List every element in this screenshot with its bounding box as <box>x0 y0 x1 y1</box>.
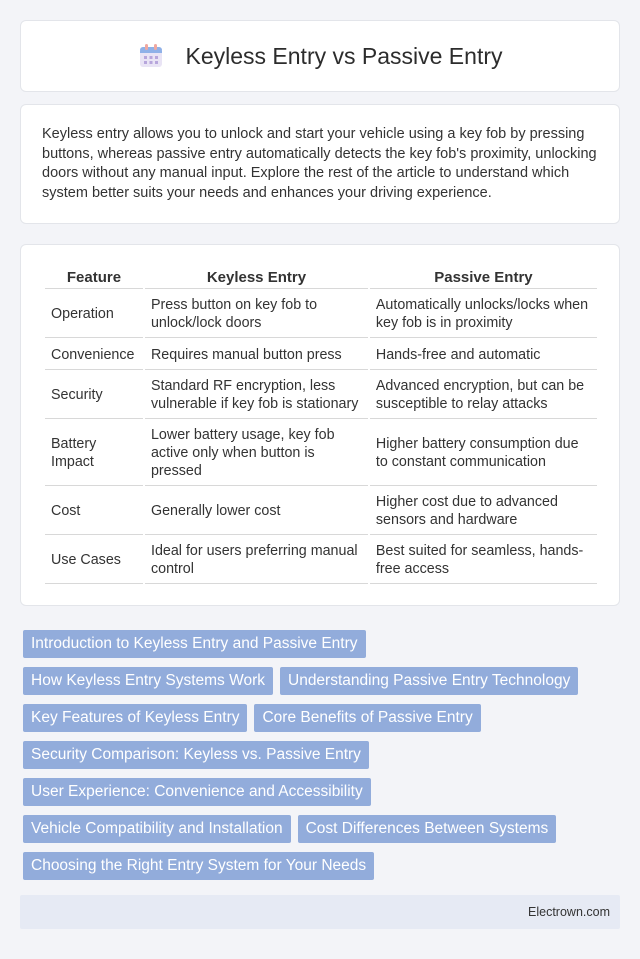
calendar-icon <box>138 43 164 69</box>
topic-link-compatibility[interactable]: Vehicle Compatibility and Installation <box>23 815 291 843</box>
table-cell: Standard RF encryption, less vulnerable if key fob is stationary <box>145 372 368 419</box>
table-cell: Generally lower cost <box>145 488 368 535</box>
topic-link-introduction[interactable]: Introduction to Keyless Entry and Passive Entry <box>23 630 366 658</box>
intro-text: Keyless entry allows you to unlock and start your vehicle using a key fob by pressing buttons, whereas passive entry automatically detects the key fob's proximity, unlocking doors without any manual input. Explore the rest of the article to understand which system better suits your needs and enhances your driving experience. <box>42 126 597 201</box>
topic-link-how-keyless-works[interactable]: How Keyless Entry Systems Work <box>23 667 273 695</box>
topic-link-cost-differences[interactable]: Cost Differences Between Systems <box>298 815 557 843</box>
table-cell: Press button on key fob to unlock/lock doors <box>145 291 368 338</box>
footer-brand: Electrown.com <box>528 905 610 919</box>
table-cell: Lower battery usage, key fob active only when button is pressed <box>145 421 368 486</box>
comparison-table <box>43 265 599 586</box>
table-cell: Use Cases <box>45 537 143 584</box>
table-row <box>45 421 597 486</box>
table-cell: Automatically unlocks/locks when key fob is in proximity <box>370 291 597 338</box>
footer <box>20 895 620 929</box>
comparison-table-card <box>20 244 620 606</box>
table-cell: Higher battery consumption due to constant communication <box>370 421 597 486</box>
table-cell: Convenience <box>45 340 143 370</box>
table-cell: Hands-free and automatic <box>370 340 597 370</box>
table-cell: Requires manual button press <box>145 340 368 370</box>
table-cell: Ideal for users preferring manual control <box>145 537 368 584</box>
table-row <box>45 372 597 419</box>
table-cell: Advanced encryption, but can be susceptible to relay attacks <box>370 372 597 419</box>
topic-link-user-experience[interactable]: User Experience: Convenience and Accessibility <box>23 778 371 806</box>
topic-link-security-comparison[interactable]: Security Comparison: Keyless vs. Passive Entry <box>23 741 369 769</box>
topic-link-choosing-system[interactable]: Choosing the Right Entry System for Your Needs <box>23 852 374 880</box>
table-row <box>45 537 597 584</box>
intro-card <box>20 104 620 224</box>
topic-links <box>23 630 617 889</box>
table-cell: Battery Impact <box>45 421 143 486</box>
table-cell: Cost <box>45 488 143 535</box>
table-row <box>45 488 597 535</box>
table-row <box>45 340 597 370</box>
table-row <box>45 291 597 338</box>
table-cell: Security <box>45 372 143 419</box>
table-header: Feature <box>45 267 143 289</box>
topic-link-passive-technology[interactable]: Understanding Passive Entry Technology <box>280 667 578 695</box>
table-cell: Best suited for seamless, hands-free access <box>370 537 597 584</box>
title-card <box>20 20 620 92</box>
topic-link-passive-benefits[interactable]: Core Benefits of Passive Entry <box>254 704 480 732</box>
table-header: Keyless Entry <box>145 267 368 289</box>
table-header: Passive Entry <box>370 267 597 289</box>
table-cell: Operation <box>45 291 143 338</box>
topic-link-keyless-features[interactable]: Key Features of Keyless Entry <box>23 704 247 732</box>
page-title: Keyless Entry vs Passive Entry <box>185 42 503 69</box>
table-cell: Higher cost due to advanced sensors and hardware <box>370 488 597 535</box>
